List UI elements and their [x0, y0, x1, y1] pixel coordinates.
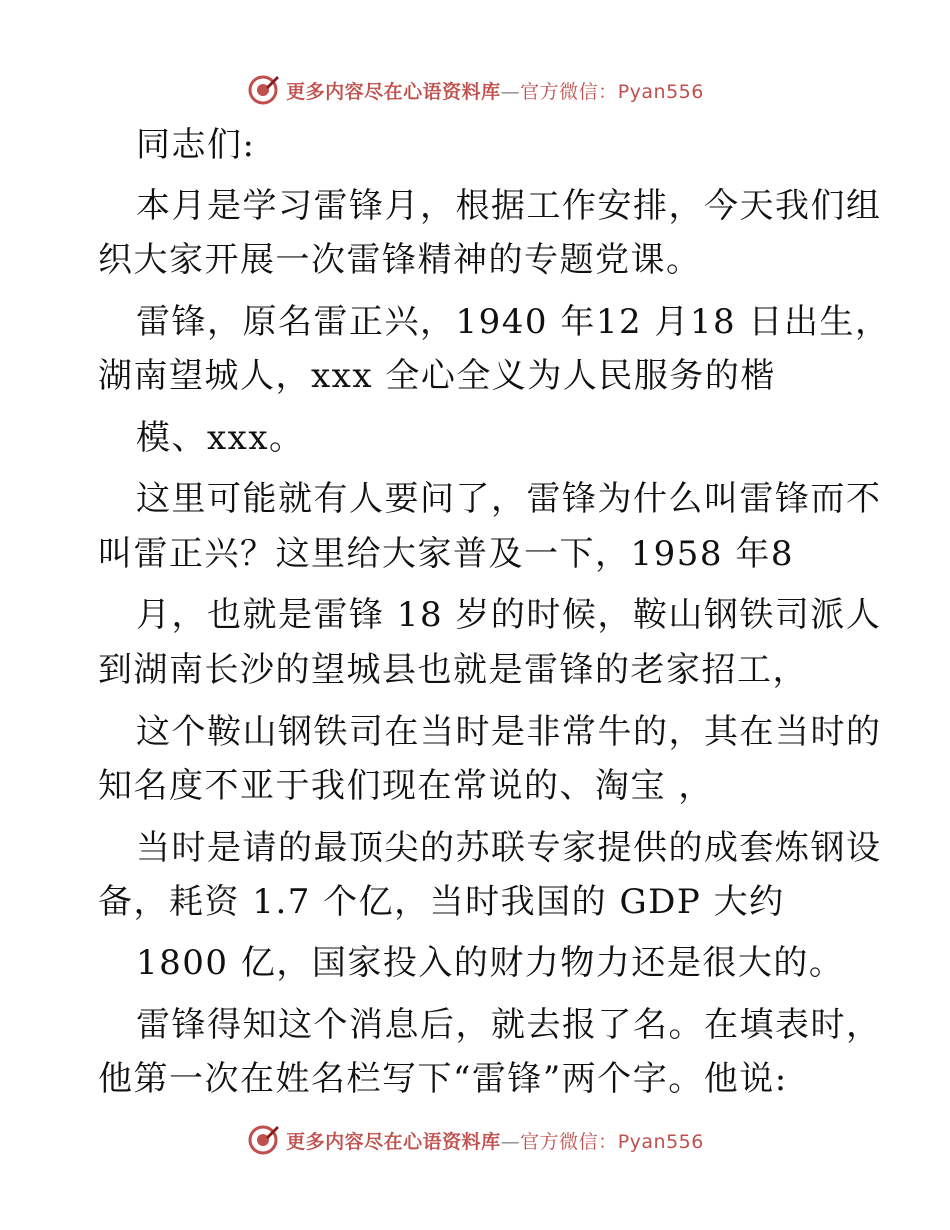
watermark-label: 官方微信：: [520, 80, 618, 103]
watermark-brand: 更多内容尽在心语资料库: [286, 80, 501, 103]
body-line: 这个鞍山钢铁司在当时是非常牛的，其在当时的: [136, 712, 882, 752]
body-line: 湖南望城人，xxx 全心全义为人民服务的楷: [98, 356, 776, 396]
body-line: 到湖南长沙的望城县也就是雷锋的老家招工，: [98, 650, 808, 690]
body-line: 备，耗资 1.7 个亿，当时我国的 GDP 大约: [98, 882, 785, 922]
watermark-text: [286, 77, 704, 104]
pen-logo-icon: [246, 1123, 280, 1157]
footer-watermark: [0, 1120, 950, 1160]
pen-logo-icon: [246, 73, 280, 107]
body-line: 本月是学习雷锋月，根据工作安排，今天我们组: [136, 186, 882, 226]
body-line: 同志们:: [136, 125, 256, 165]
watermark-label: 官方微信：: [520, 1130, 618, 1153]
watermark-brand: 更多内容尽在心语资料库: [286, 1130, 501, 1153]
body-line: 他第一次在姓名栏写下“雷锋”两个字。他说:: [98, 1059, 788, 1099]
body-line: 当时是请的最顶尖的苏联专家提供的成套炼钢设: [136, 828, 882, 868]
watermark-dash: —: [500, 80, 521, 103]
body-line: 这里可能就有人要问了，雷锋为什么叫雷锋而不: [136, 479, 882, 519]
watermark-dash: —: [500, 1130, 521, 1153]
body-line: 1800 亿，国家投入的财力物力还是很大的。: [136, 943, 845, 983]
body-line: 雷锋得知这个消息后，就去报了名。在填表时，: [136, 1005, 882, 1045]
body-line: 月，也就是雷锋 18 岁的时候，鞍山钢铁司派人: [136, 595, 882, 635]
body-line: 知名度不亚于我们现在常说的、淘宝 ，: [98, 766, 714, 806]
watermark-text: [286, 1127, 704, 1154]
body-line: 叫雷正兴？这里给大家普及一下，1958 年8: [98, 534, 794, 574]
watermark-account: Pyan556: [617, 1130, 704, 1153]
watermark-account: Pyan556: [617, 80, 704, 103]
body-line: 雷锋，原名雷正兴，1940 年12 月18 日出生，: [136, 302, 891, 342]
body-line: 模、xxx。: [136, 418, 305, 458]
body-line: 织大家开展一次雷锋精神的专题党课。: [98, 240, 702, 280]
header-watermark: [0, 70, 950, 110]
